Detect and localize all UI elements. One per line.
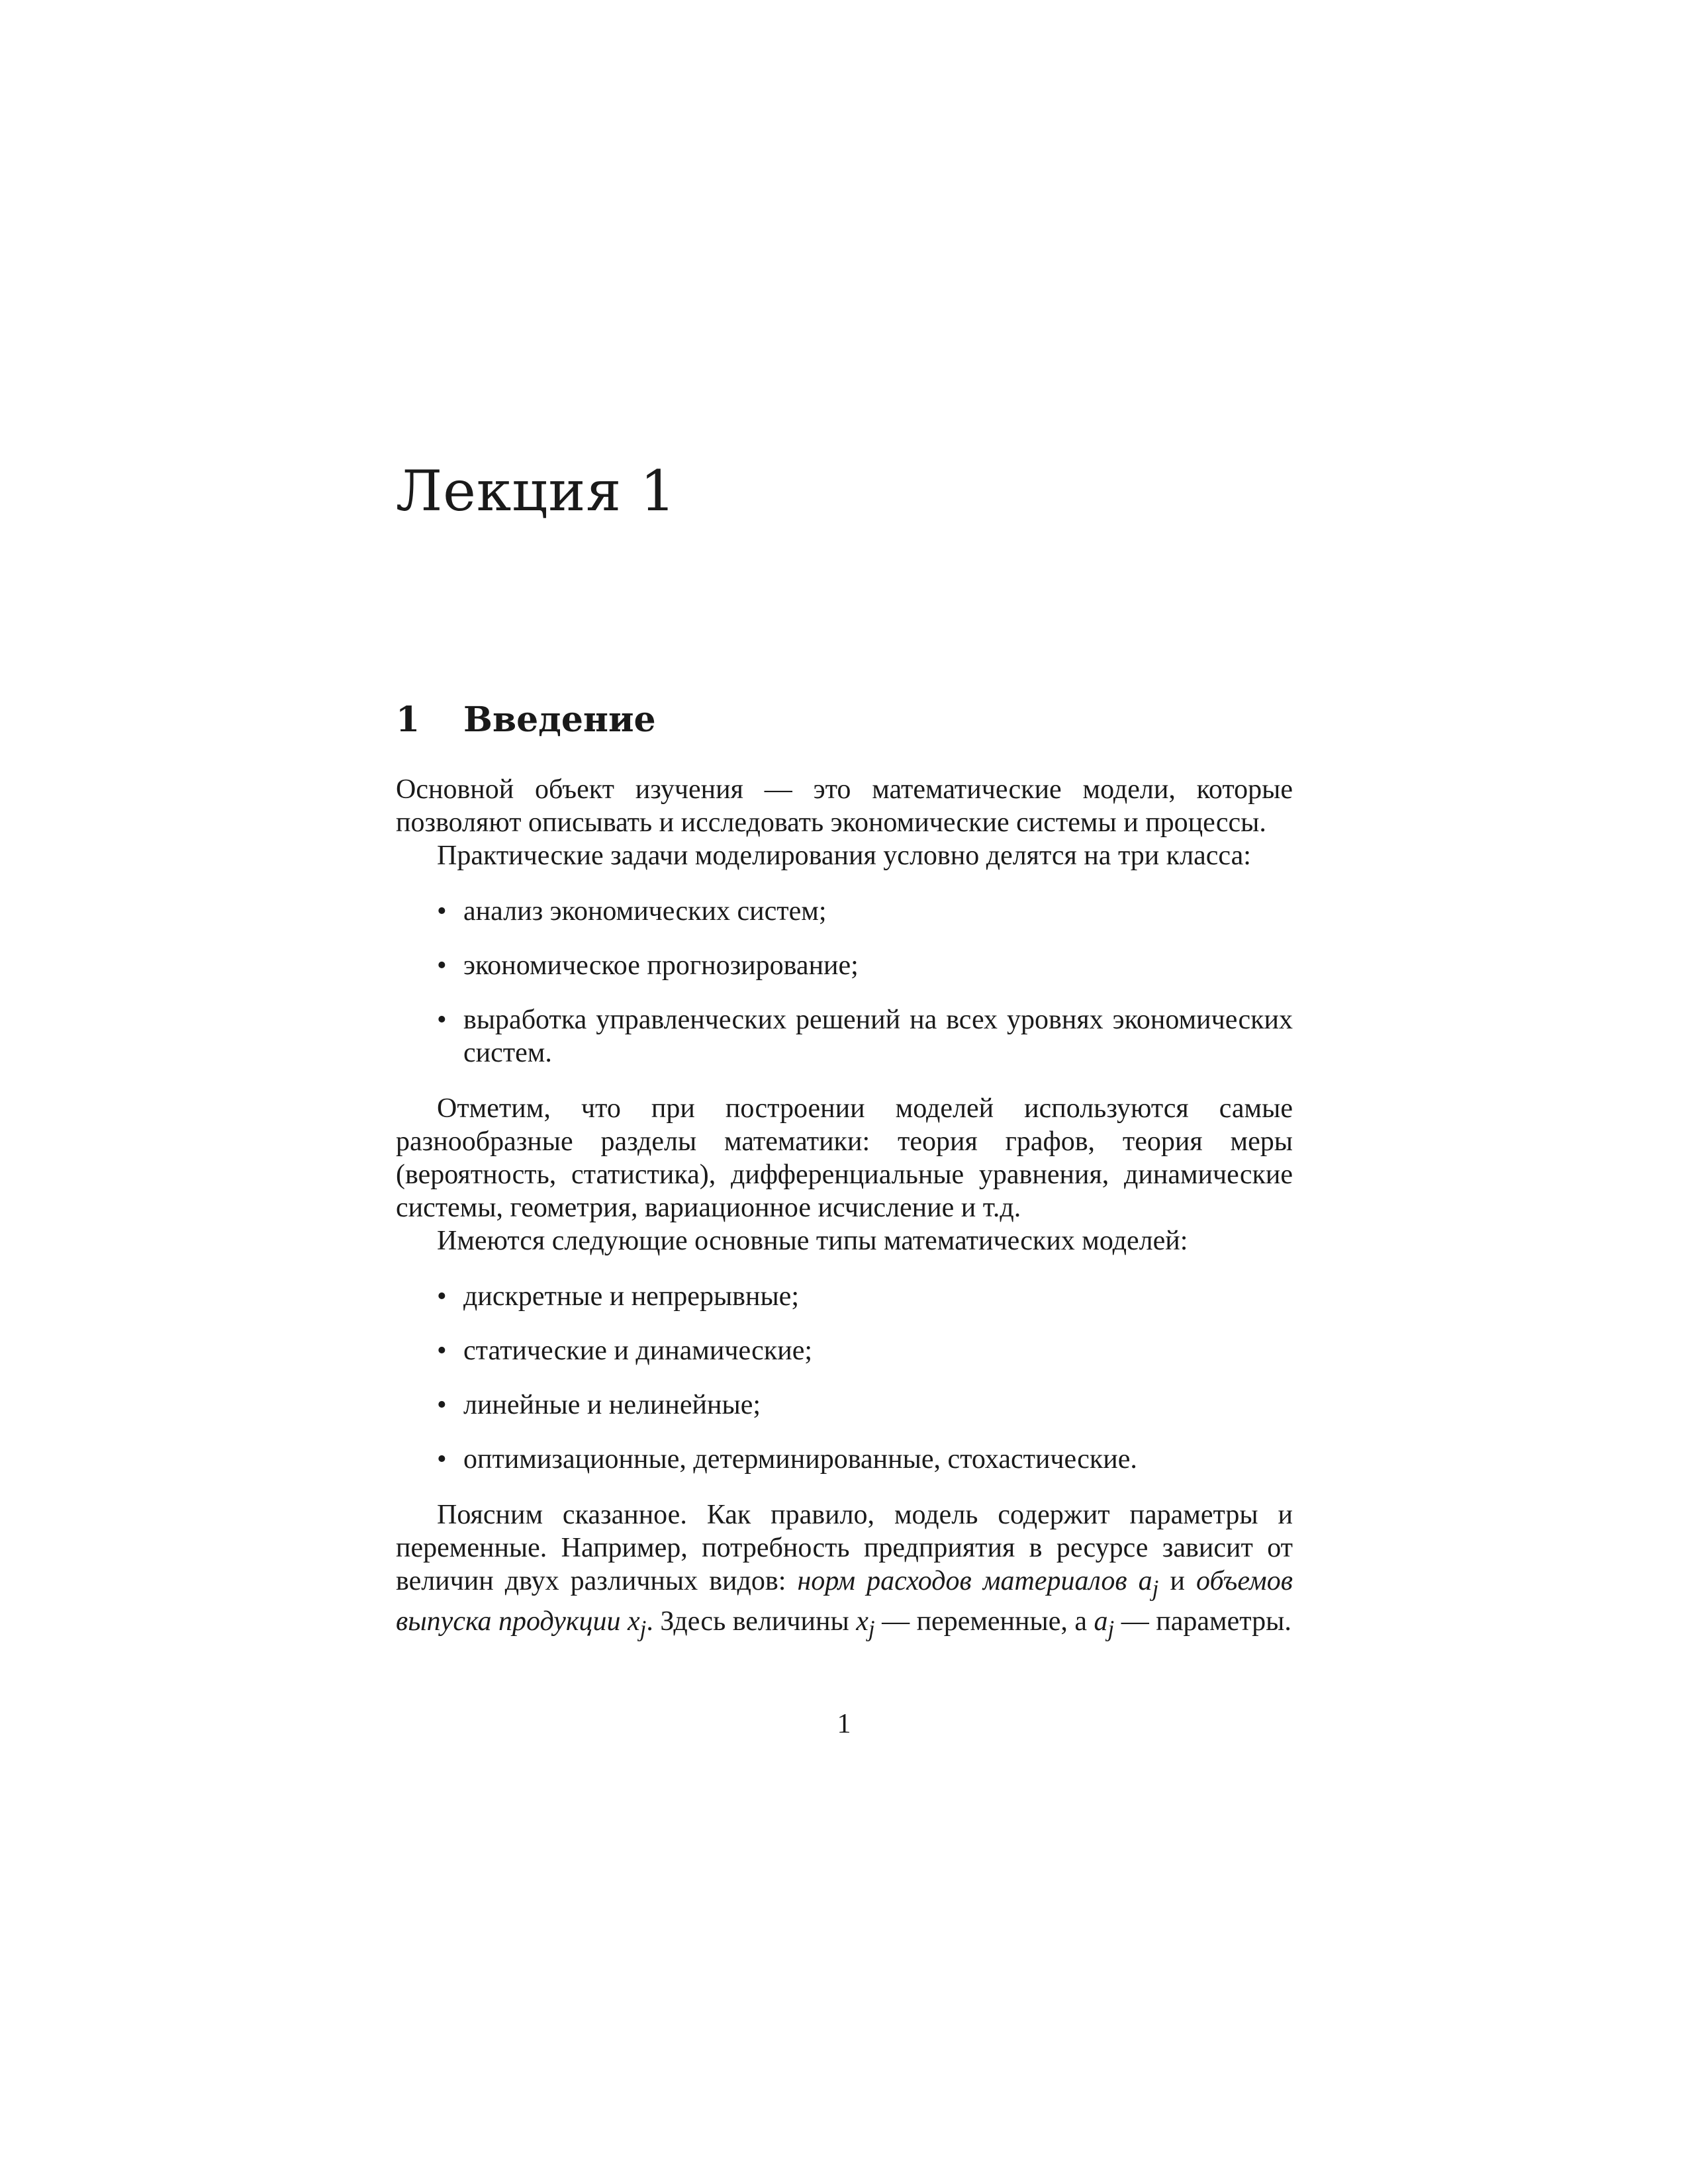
task-classes-list — [396, 895, 1293, 1069]
list-item-text: оптимизационные, детерминированные, стохастические. — [463, 1444, 1137, 1475]
explanation-text: Поясним сказанное. Как правило, модель содержит параметры и переменные. Например, потребность предприятия в ресурсе зависит от величин двух различных видов: — [396, 1500, 1293, 1596]
emphasis-volumes: объемов выпуска продукции x — [396, 1566, 1293, 1637]
bullet-icon: • — [437, 1281, 447, 1312]
page-number: 1 — [837, 1709, 851, 1739]
bullet-icon: • — [437, 1444, 447, 1475]
list-item — [437, 1443, 1293, 1476]
list-item — [437, 949, 1293, 982]
paragraph-tasks: Практические задачи моделирования условно делятся на три класса: — [437, 841, 1251, 871]
bullet-icon: • — [437, 950, 447, 981]
list-item-text: анализ экономических систем; — [463, 896, 827, 927]
model-types-list — [396, 1280, 1293, 1476]
bullet-icon: • — [437, 1336, 447, 1366]
list-item — [437, 1003, 1293, 1069]
list-item-text: статические и динамические; — [463, 1336, 813, 1366]
explanation-text: . Здесь величины — [646, 1606, 857, 1637]
explanation-text: — переменные, а — [874, 1606, 1094, 1637]
paragraph-math-sections: Отметим, что при построении моделей используются самые разнообразные разделы математики: теория графов, теория меры (вероятность, статистика), дифференциальные уравнения, динамические системы, геометрия, вариационное исчисление и т.д. — [396, 1093, 1293, 1223]
subscript-j: j — [1152, 1575, 1159, 1602]
subscript-j: j — [1107, 1615, 1115, 1642]
list-item — [437, 1280, 1293, 1313]
section-heading — [396, 700, 656, 740]
paragraph-model-types: Имеются следующие основные типы математических моделей: — [437, 1226, 1188, 1256]
subscript-j: j — [639, 1615, 647, 1642]
list-item-text: экономическое прогнозирование; — [463, 950, 859, 981]
explanation-text: и — [1158, 1566, 1197, 1596]
list-item — [437, 1388, 1293, 1422]
list-item-text: линейные и нелинейные; — [463, 1390, 761, 1420]
bullet-icon: • — [437, 1005, 447, 1035]
list-item-text: выработка управленческих решений на всех уровнях экономических систем. — [463, 1005, 1293, 1068]
list-item — [437, 1334, 1293, 1367]
list-item-text: дискретные и непрерывные; — [463, 1281, 799, 1312]
bullet-icon: • — [437, 1390, 447, 1420]
section-number: 1 — [396, 700, 420, 740]
explanation-text: — параметры. — [1114, 1606, 1291, 1637]
emphasis-norms: норм расходов материалов a — [797, 1566, 1152, 1596]
chapter-title: Лекция 1 — [396, 459, 677, 523]
math-variable-x: x — [856, 1606, 868, 1637]
bullet-icon: • — [437, 896, 447, 927]
subscript-j: j — [868, 1615, 875, 1642]
list-item — [437, 895, 1293, 928]
paragraph-intro: Основной объект изучения — это математические модели, которые позволяют описывать и исследовать экономические системы и процессы. — [396, 774, 1293, 838]
body-text — [396, 773, 1293, 1646]
section-title: Введение — [463, 700, 656, 740]
math-variable-a: a — [1094, 1606, 1108, 1637]
paragraph-explanation — [396, 1498, 1293, 1646]
